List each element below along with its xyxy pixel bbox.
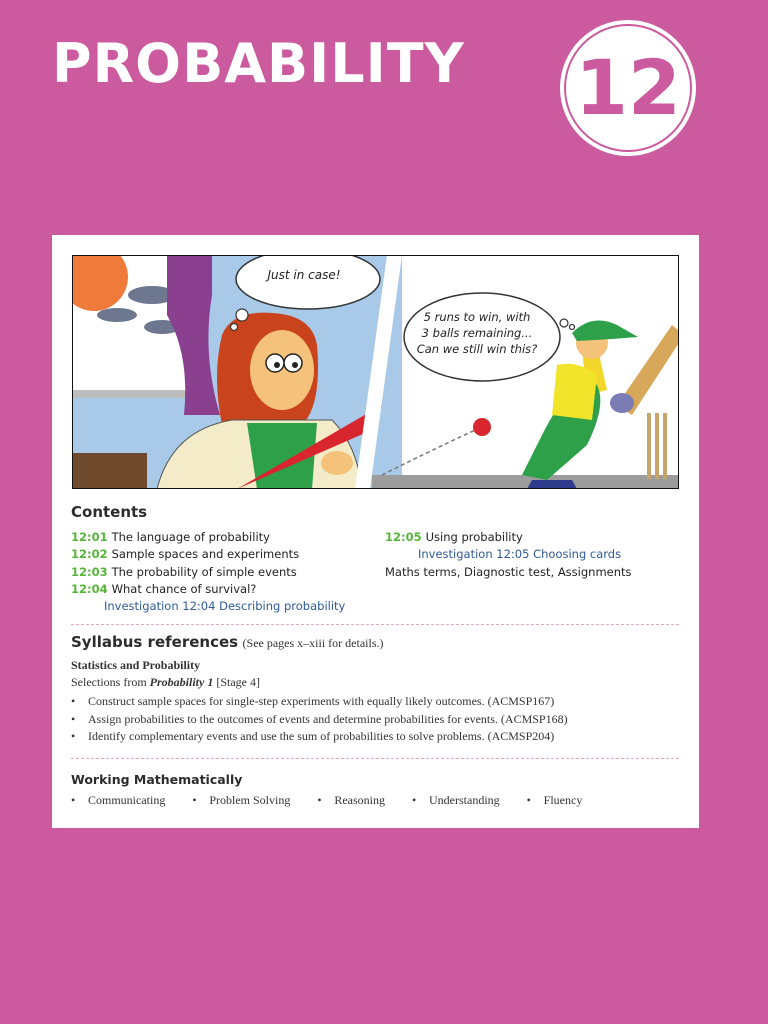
thought-text-right-1: 5 runs to win, with: [423, 310, 531, 324]
outcome-item: • Construct sample spaces for single-step experiments with equally likely outcomes. (ACMSP167): [71, 693, 568, 711]
wm-item: • Reasoning: [317, 793, 385, 808]
girl-face: [250, 330, 314, 410]
section-divider: [71, 758, 679, 759]
contents-list-right: [385, 529, 632, 581]
cricket-ball-icon: [473, 418, 491, 436]
working-mathematically-heading: Working Mathematically: [71, 772, 243, 787]
syllabus-title: Syllabus references: [71, 633, 239, 651]
toc-item-number: 12:02: [71, 547, 108, 562]
chapter-number: 12: [575, 43, 681, 132]
outcome-item: • Assign probabilities to the outcomes of events and determine probabilities for events. (ACMSP168): [71, 711, 568, 729]
toc-item[interactable]: [71, 581, 345, 598]
toc-item-title: What chance of survival?: [111, 581, 257, 596]
wm-item: • Understanding: [412, 793, 500, 808]
toc-investigation[interactable]: Investigation 12:05 Choosing cards: [418, 547, 622, 562]
working-mathematically-list: [71, 793, 606, 808]
syllabus-outcomes: [71, 693, 568, 746]
chapter-number-badge: [558, 18, 698, 158]
contents-list-left: [71, 529, 345, 615]
wm-item: • Fluency: [527, 793, 583, 808]
contents-heading: Contents: [71, 503, 148, 521]
thought-text-right-2: 3 balls remaining...: [421, 326, 533, 340]
wm-item: • Problem Solving: [192, 793, 290, 808]
syllabus-note: (See pages x–xiii for details.): [242, 636, 384, 650]
cricket-stumps-icon: [647, 413, 667, 479]
toc-item[interactable]: Maths terms, Diagnostic test, Assignments: [385, 564, 632, 579]
wm-item: • Communicating: [71, 793, 165, 808]
syllabus-selection: [71, 675, 260, 690]
syllabus-heading: [71, 633, 384, 652]
toc-item[interactable]: [71, 529, 345, 546]
toc-item[interactable]: [71, 546, 345, 563]
selection-topic: Probability 1: [149, 675, 214, 689]
section-divider: [71, 624, 679, 625]
outcome-item: • Identify complementary events and use the sum of probabilities to solve problems. (ACMSP204): [71, 728, 568, 746]
toc-item-number: 12:04: [71, 581, 108, 596]
toc-item-title: The probability of simple events: [111, 564, 297, 579]
toc-item-title: Sample spaces and experiments: [111, 547, 300, 562]
toc-item-number: 12:03: [71, 564, 108, 579]
toc-item-title: The language of probability: [111, 530, 270, 544]
toc-item-number: 12:05: [385, 530, 422, 544]
cartoon-illustration: [72, 255, 679, 489]
selection-prefix: Selections from: [71, 675, 150, 689]
toc-item-number: 12:01: [71, 530, 108, 544]
syllabus-strand: Statistics and Probability: [71, 658, 201, 672]
thought-bubble-left: [236, 255, 380, 309]
chapter-title: PROBABILITY: [52, 32, 465, 95]
toc-investigation[interactable]: Investigation 12:04 Describing probability: [104, 599, 346, 614]
thought-text-left: Just in case!: [267, 268, 341, 282]
selection-suffix: [Stage 4]: [213, 675, 260, 689]
toc-item-title: Using probability: [425, 530, 523, 544]
toc-item[interactable]: [71, 564, 345, 581]
thought-text-right-3: Can we still win this?: [416, 342, 538, 356]
chapter-panel: [52, 235, 699, 828]
toc-item[interactable]: [385, 529, 632, 546]
